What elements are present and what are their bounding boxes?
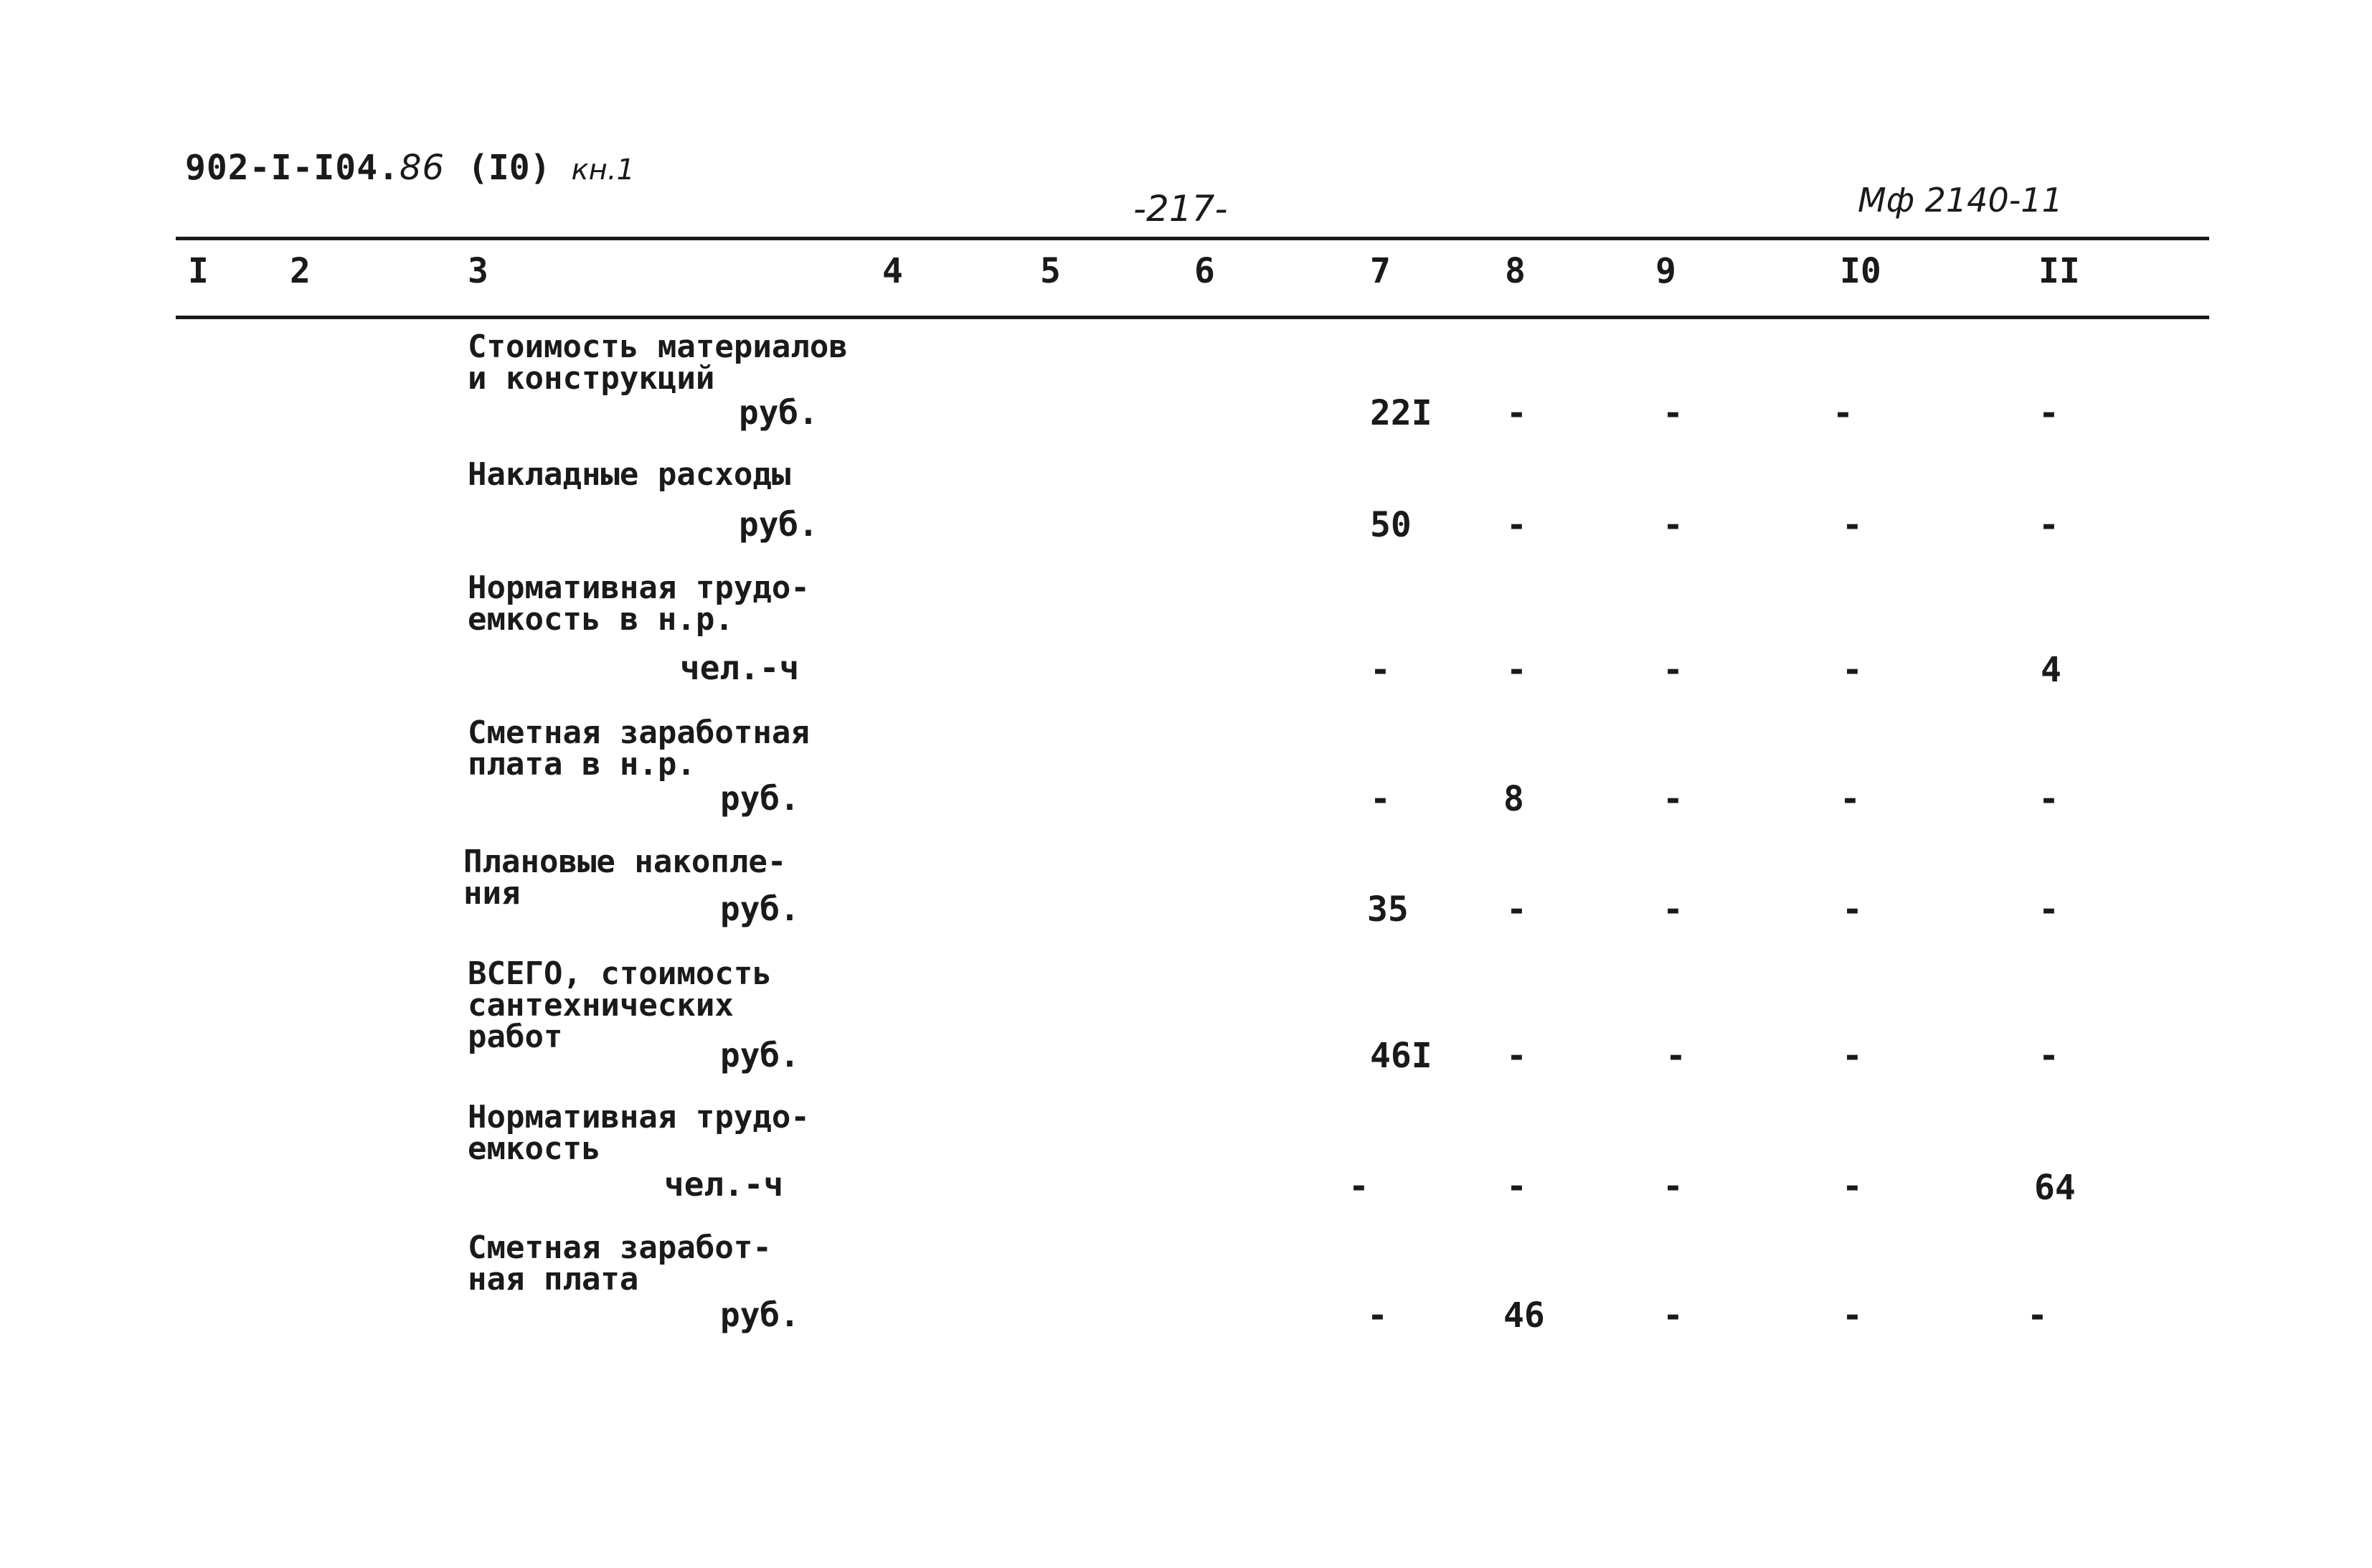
cell-col10: -	[1842, 1166, 1863, 1206]
cell-col11: -	[2027, 1295, 2048, 1336]
cell-col11: -	[2038, 393, 2059, 433]
row-label-line: работ	[468, 1019, 563, 1055]
cell-col11: -	[2038, 505, 2059, 545]
cell-col9: -	[1663, 505, 1683, 545]
column-number-7: 7	[1370, 251, 1391, 291]
row-unit: руб.	[739, 393, 818, 432]
cell-col8: -	[1506, 889, 1527, 930]
column-number-10: I0	[1840, 251, 1881, 291]
cell-col11: -	[2038, 889, 2059, 930]
cell-col8: -	[1506, 393, 1527, 433]
row-label-line: Нормативная трудо-	[468, 1099, 810, 1135]
cell-col9: -	[1663, 393, 1683, 433]
row-label-line: ная плата	[468, 1261, 639, 1298]
cell-col7: -	[1370, 779, 1391, 819]
cell-col11: -	[2038, 779, 2059, 819]
cell-col10: -	[1842, 1295, 1863, 1336]
cell-col10: -	[1840, 779, 1861, 819]
cell-col7: -	[1370, 650, 1391, 690]
column-number-3: 3	[468, 251, 488, 291]
cell-col10: -	[1842, 650, 1863, 690]
cell-col7: 35	[1367, 889, 1409, 930]
row-label-line: сантехнических	[468, 987, 734, 1024]
document-code-handwritten: 86	[399, 148, 445, 188]
cell-col8: -	[1506, 1166, 1527, 1206]
cell-col10: -	[1833, 393, 1853, 433]
cell-col9: -	[1663, 1166, 1683, 1206]
row-label-line: емкость в н.р.	[468, 601, 734, 638]
column-number-2: 2	[290, 251, 311, 291]
cell-col9: -	[1663, 889, 1683, 930]
row-label-line: Сметная заработная	[468, 714, 810, 751]
volume-label	[468, 148, 635, 188]
column-number-9: 9	[1655, 251, 1676, 291]
book-number-handwritten: кн.1	[571, 154, 635, 186]
cell-col10: -	[1842, 1036, 1863, 1076]
row-unit: чел.-ч	[664, 1165, 784, 1204]
row-label-line: ния	[463, 875, 521, 912]
cell-col8: -	[1506, 505, 1527, 545]
cell-col9: -	[1663, 779, 1683, 819]
row-label-line: Плановые накопле-	[463, 844, 787, 880]
cell-col10: -	[1842, 889, 1863, 930]
page-number: -217-	[1133, 188, 1228, 230]
row-label-line: емкость	[468, 1130, 601, 1167]
table-top-rule	[176, 237, 2209, 240]
cell-col9: -	[1665, 1036, 1686, 1076]
row-label-line: ВСЕГО, стоимость	[468, 955, 772, 992]
reference-code: Мф 2140-11	[1858, 181, 2063, 219]
row-label-line: Нормативная трудо-	[468, 570, 810, 606]
cell-col9: -	[1663, 1295, 1683, 1336]
column-number-6: 6	[1194, 251, 1215, 291]
cell-col7: 46I	[1370, 1036, 1432, 1076]
row-unit: руб.	[720, 1295, 800, 1334]
row-unit: руб.	[720, 889, 800, 928]
cell-col8: -	[1506, 650, 1527, 690]
row-label-line: Стоимость материалов	[468, 329, 848, 365]
cell-col11: 64	[2034, 1168, 2076, 1208]
cell-col8: 46	[1503, 1295, 1545, 1336]
row-unit: руб.	[720, 1036, 800, 1075]
column-number-4: 4	[882, 251, 903, 291]
row-unit: руб.	[720, 779, 800, 818]
row-unit: руб.	[739, 505, 818, 544]
document-code-printed: 902-I-I04.	[185, 148, 400, 188]
cell-col7: 50	[1370, 505, 1412, 545]
cell-col11: 4	[2041, 650, 2061, 690]
table-header-rule	[176, 316, 2209, 319]
cell-col9: -	[1663, 650, 1683, 690]
row-unit: чел.-ч	[680, 648, 800, 687]
column-number-1: I	[188, 251, 209, 291]
document-code	[185, 148, 445, 188]
cell-col10: -	[1842, 505, 1863, 545]
cell-col7: -	[1348, 1166, 1369, 1206]
cell-col7: 22I	[1370, 393, 1432, 433]
row-label-line: плата в н.р.	[468, 746, 696, 783]
row-label-line: Накладные расходы	[468, 456, 791, 493]
column-number-11: II	[2038, 251, 2080, 291]
row-label-line: и конструкций	[468, 360, 715, 397]
row-label-line: Сметная заработ-	[468, 1229, 772, 1266]
column-number-8: 8	[1505, 251, 1526, 291]
column-number-5: 5	[1040, 251, 1061, 291]
cell-col11: -	[2038, 1036, 2059, 1076]
cell-col8: -	[1506, 1036, 1527, 1076]
volume-number: (I0)	[468, 148, 551, 188]
cell-col7: -	[1367, 1295, 1388, 1336]
cell-col8: 8	[1503, 779, 1524, 819]
